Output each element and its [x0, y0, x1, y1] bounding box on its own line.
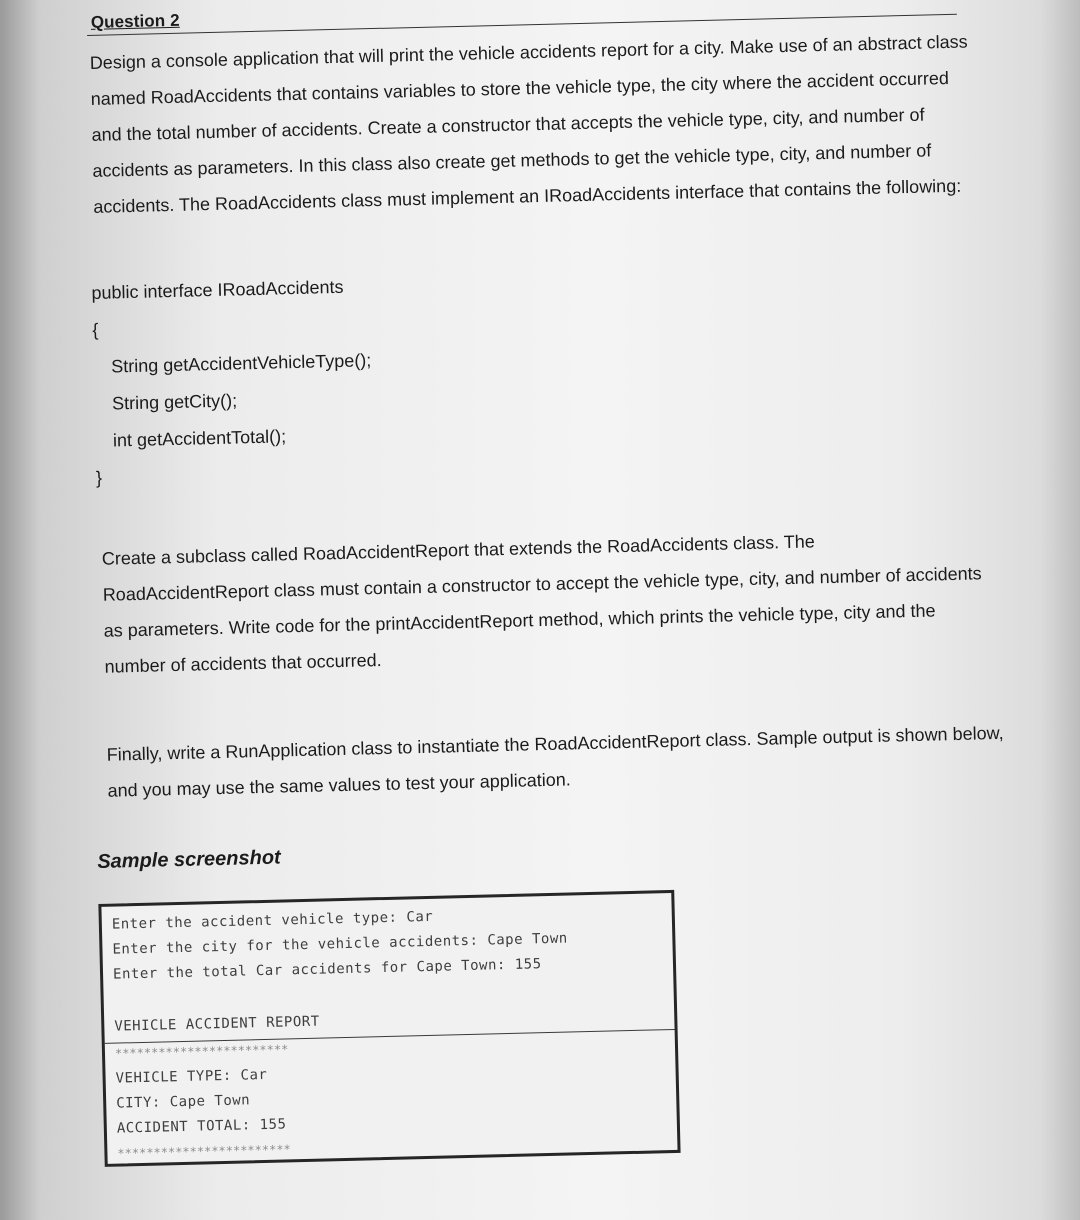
console-input-total: Enter the total Car accidents for Cape Town: 155: [112, 956, 542, 983]
subclass-paragraph: Create a subclass called RoadAccidentReport that extends the RoadAccidents class. The RoadAccidentReport class must contain a constructor to accept the vehicle type, city, and number of accidents as parameters. Write code for the printAccidentReport method, which prints the vehicle type, city and the number of accidents that occurred.: [101, 531, 982, 677]
run-application-paragraph: Finally, write a RunApplication class to instantiate the RoadAccidentReport class. Sample output is shown below, and you may use the same values to test your application.: [106, 722, 1004, 801]
console-vehicle-type-line: VEHICLE TYPE: Car: [115, 1066, 268, 1087]
console-total-line: ACCIDENT TOTAL: 155: [116, 1116, 287, 1137]
console-report-title: VEHICLE ACCIDENT REPORT: [114, 1013, 320, 1035]
console-city-line: CITY: Cape Town: [116, 1092, 251, 1112]
console-stars-top: ************************: [114, 1042, 289, 1061]
console-stars-bottom: ************************: [117, 1142, 291, 1161]
sample-console-output: [98, 890, 680, 1167]
close-brace: }: [95, 467, 103, 488]
console-input-city: Enter the city for the vehicle accidents: Cape Town: [112, 930, 568, 958]
question-page: [46, 0, 1076, 1220]
intro-paragraph: Design a console application that will print the vehicle accidents report for a city. Make use of an abstract class named RoadAccidents that contains variables to store the vehicle type, the city where the accident occurred and the total number of accidents. Create a constructor that accepts the vehicle type, city, and number of accidents as parameters. In this class also create get methods to get the vehicle type, city, and number of accidents. The RoadAccidents class must implement an IRoadAccidents interface that contains the following:: [89, 31, 968, 217]
method-get-accident-total: int getAccidentTotal();: [112, 426, 287, 451]
interface-code-block: [91, 268, 374, 497]
interface-declaration: public interface IRoadAccidents: [91, 276, 344, 303]
method-get-vehicle-type: String getAccidentVehicleType();: [110, 350, 372, 377]
question-title: Question 2: [90, 10, 180, 32]
method-get-city: String getCity();: [111, 390, 238, 414]
sample-screenshot-heading: Sample screenshot: [97, 846, 281, 874]
console-input-vehicle-type: Enter the accident vehicle type: Car: [111, 908, 434, 933]
open-brace: {: [92, 319, 99, 340]
